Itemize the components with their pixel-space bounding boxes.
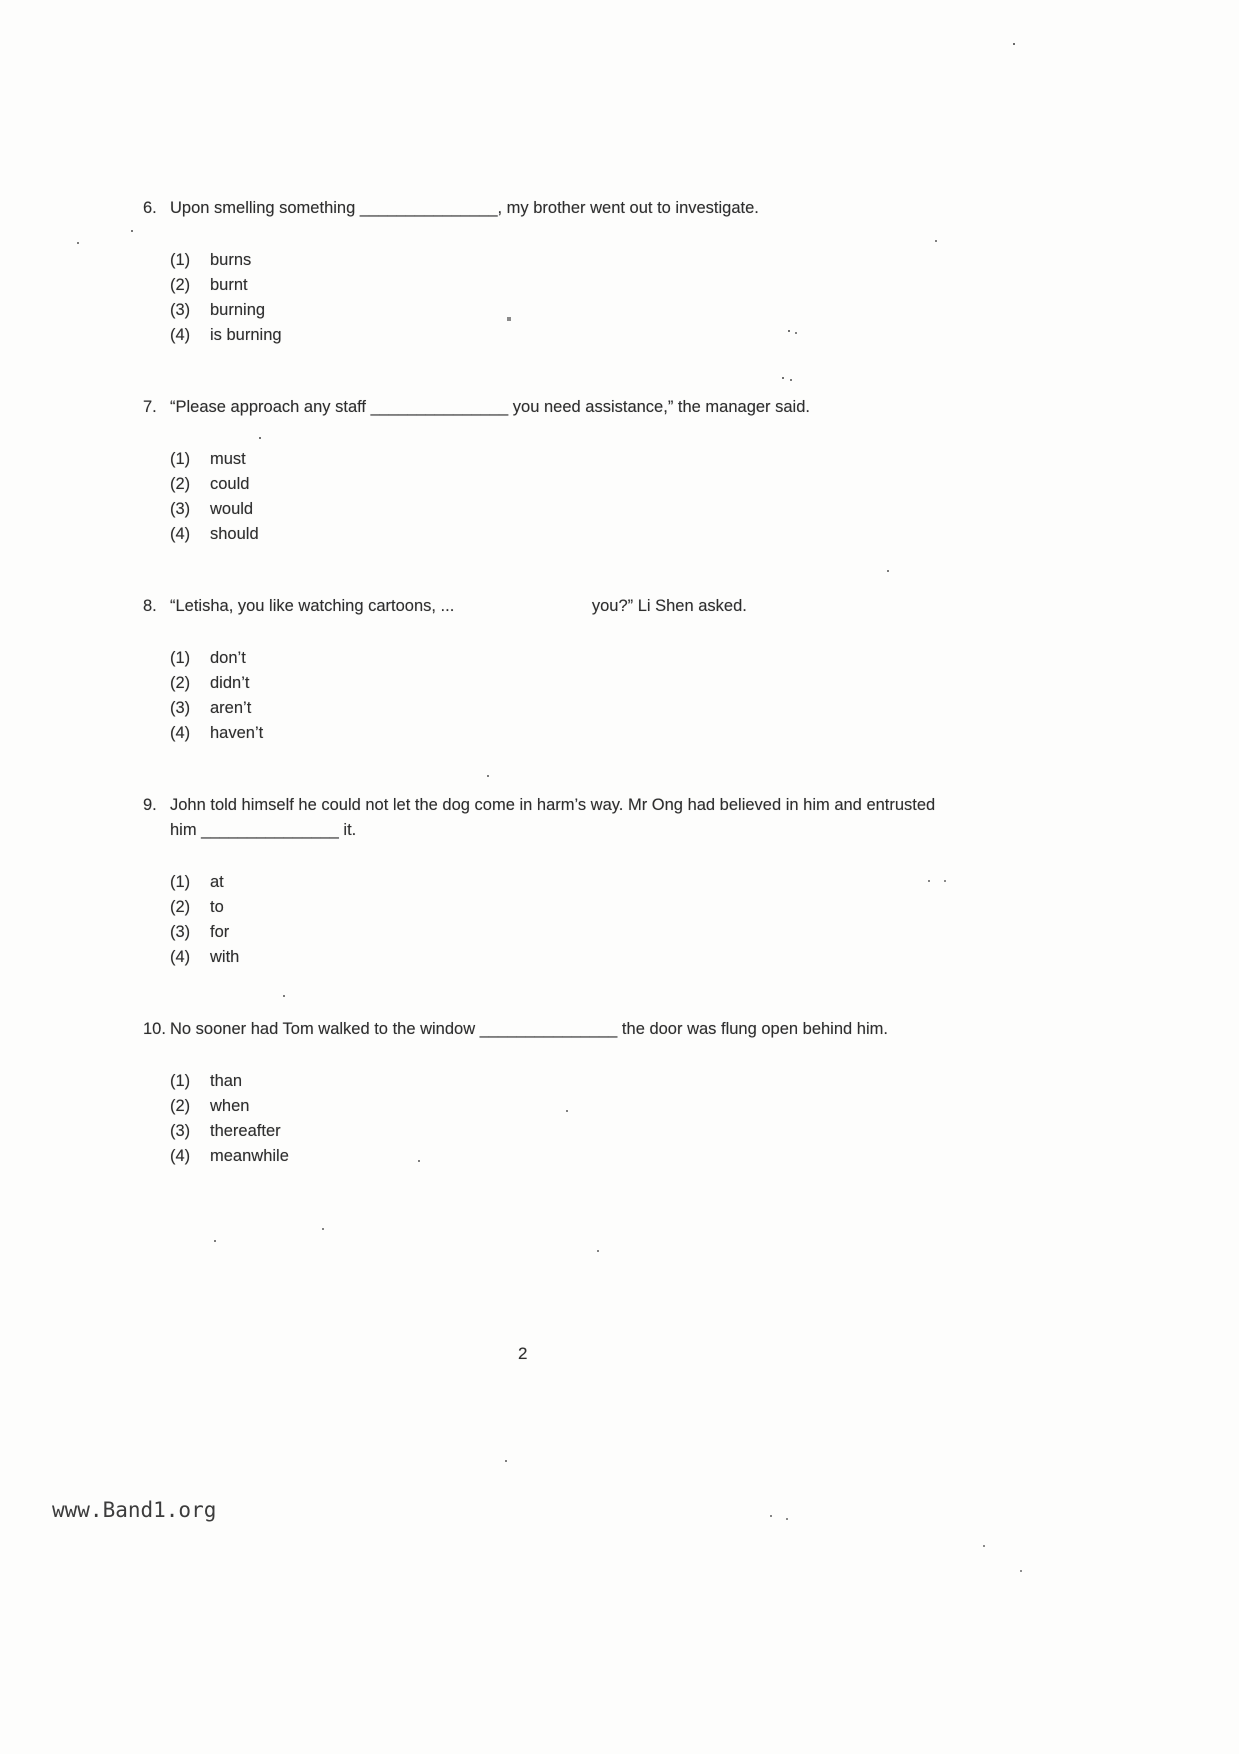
option bbox=[170, 945, 953, 970]
option-label: with bbox=[210, 948, 240, 966]
questions-section bbox=[143, 196, 953, 1216]
option-label: aren’t bbox=[210, 699, 252, 717]
options-list bbox=[170, 646, 953, 746]
option-number: (2) bbox=[170, 898, 191, 916]
question-text: Upon smelling something _______________, my brother went out to investigate. bbox=[170, 199, 759, 217]
option bbox=[170, 472, 953, 497]
option bbox=[170, 1119, 953, 1144]
option-number: (3) bbox=[170, 500, 191, 518]
question-6 bbox=[143, 196, 953, 348]
option bbox=[170, 671, 953, 696]
question-text: John told himself he could not let the dog come in harm’s way. Mr Ong had believed in him and entrusted him _______________ it. bbox=[170, 796, 940, 839]
options-list bbox=[170, 870, 953, 970]
question-10 bbox=[143, 1017, 953, 1169]
option-label: could bbox=[210, 475, 250, 493]
option-label: than bbox=[210, 1072, 243, 1090]
option bbox=[170, 721, 953, 746]
footer-url: www.Band1.org bbox=[52, 1498, 217, 1522]
scan-artifacts bbox=[0, 0, 2, 2]
option-label: don’t bbox=[210, 649, 246, 667]
option-label: is burning bbox=[210, 326, 282, 344]
option bbox=[170, 1094, 953, 1119]
option-number: (1) bbox=[170, 251, 191, 269]
option-label: meanwhile bbox=[210, 1147, 289, 1165]
option bbox=[170, 298, 953, 323]
option-number: (1) bbox=[170, 873, 191, 891]
option bbox=[170, 696, 953, 721]
option-number: (1) bbox=[170, 649, 191, 667]
option bbox=[170, 447, 953, 472]
option-number: (4) bbox=[170, 1147, 191, 1165]
option-label: should bbox=[210, 525, 259, 543]
option-number: (1) bbox=[170, 1072, 191, 1090]
option-number: (4) bbox=[170, 724, 191, 742]
options-list bbox=[170, 248, 953, 348]
option bbox=[170, 248, 953, 273]
option-number: (2) bbox=[170, 276, 191, 294]
options-list bbox=[170, 447, 953, 547]
option bbox=[170, 273, 953, 298]
option-label: burning bbox=[210, 301, 266, 319]
option bbox=[170, 323, 953, 348]
option bbox=[170, 497, 953, 522]
question-text: No sooner had Tom walked to the window _______________ the door was flung open behind him. bbox=[170, 1020, 888, 1038]
option bbox=[170, 646, 953, 671]
option-number: (4) bbox=[170, 525, 191, 543]
question-number: 6. bbox=[143, 199, 157, 217]
question-number: 7. bbox=[143, 398, 157, 416]
question-text: “Please approach any staff _______________ you need assistance,” the manager said. bbox=[170, 398, 810, 416]
option-label: thereafter bbox=[210, 1122, 281, 1140]
option-number: (2) bbox=[170, 475, 191, 493]
question-7 bbox=[143, 395, 953, 547]
option bbox=[170, 920, 953, 945]
option-number: (4) bbox=[170, 948, 191, 966]
option bbox=[170, 522, 953, 547]
option bbox=[170, 1144, 953, 1169]
option bbox=[170, 870, 953, 895]
option-label: at bbox=[210, 873, 224, 891]
question-8 bbox=[143, 594, 953, 746]
option-label: didn’t bbox=[210, 674, 250, 692]
question-text: “Letisha, you like watching cartoons, ... you?” Li Shen asked. bbox=[170, 597, 747, 615]
question-number: 8. bbox=[143, 597, 157, 615]
option-label: to bbox=[210, 898, 224, 916]
option-number: (3) bbox=[170, 1122, 191, 1140]
option-label: must bbox=[210, 450, 246, 468]
option-number: (2) bbox=[170, 1097, 191, 1115]
option-number: (3) bbox=[170, 699, 191, 717]
option-number: (4) bbox=[170, 326, 191, 344]
option-number: (1) bbox=[170, 450, 191, 468]
option-label: would bbox=[210, 500, 254, 518]
option-label: burnt bbox=[210, 276, 248, 294]
option-number: (2) bbox=[170, 674, 191, 692]
page-number: 2 bbox=[518, 1344, 528, 1363]
question-9 bbox=[143, 793, 953, 970]
option-label: for bbox=[210, 923, 230, 941]
option bbox=[170, 1069, 953, 1094]
option bbox=[170, 895, 953, 920]
question-number: 10. bbox=[143, 1020, 166, 1038]
option-label: haven’t bbox=[210, 724, 264, 742]
question-number: 9. bbox=[143, 796, 157, 814]
option-label: when bbox=[210, 1097, 250, 1115]
options-list bbox=[170, 1069, 953, 1169]
option-label: burns bbox=[210, 251, 252, 269]
option-number: (3) bbox=[170, 923, 191, 941]
option-number: (3) bbox=[170, 301, 191, 319]
